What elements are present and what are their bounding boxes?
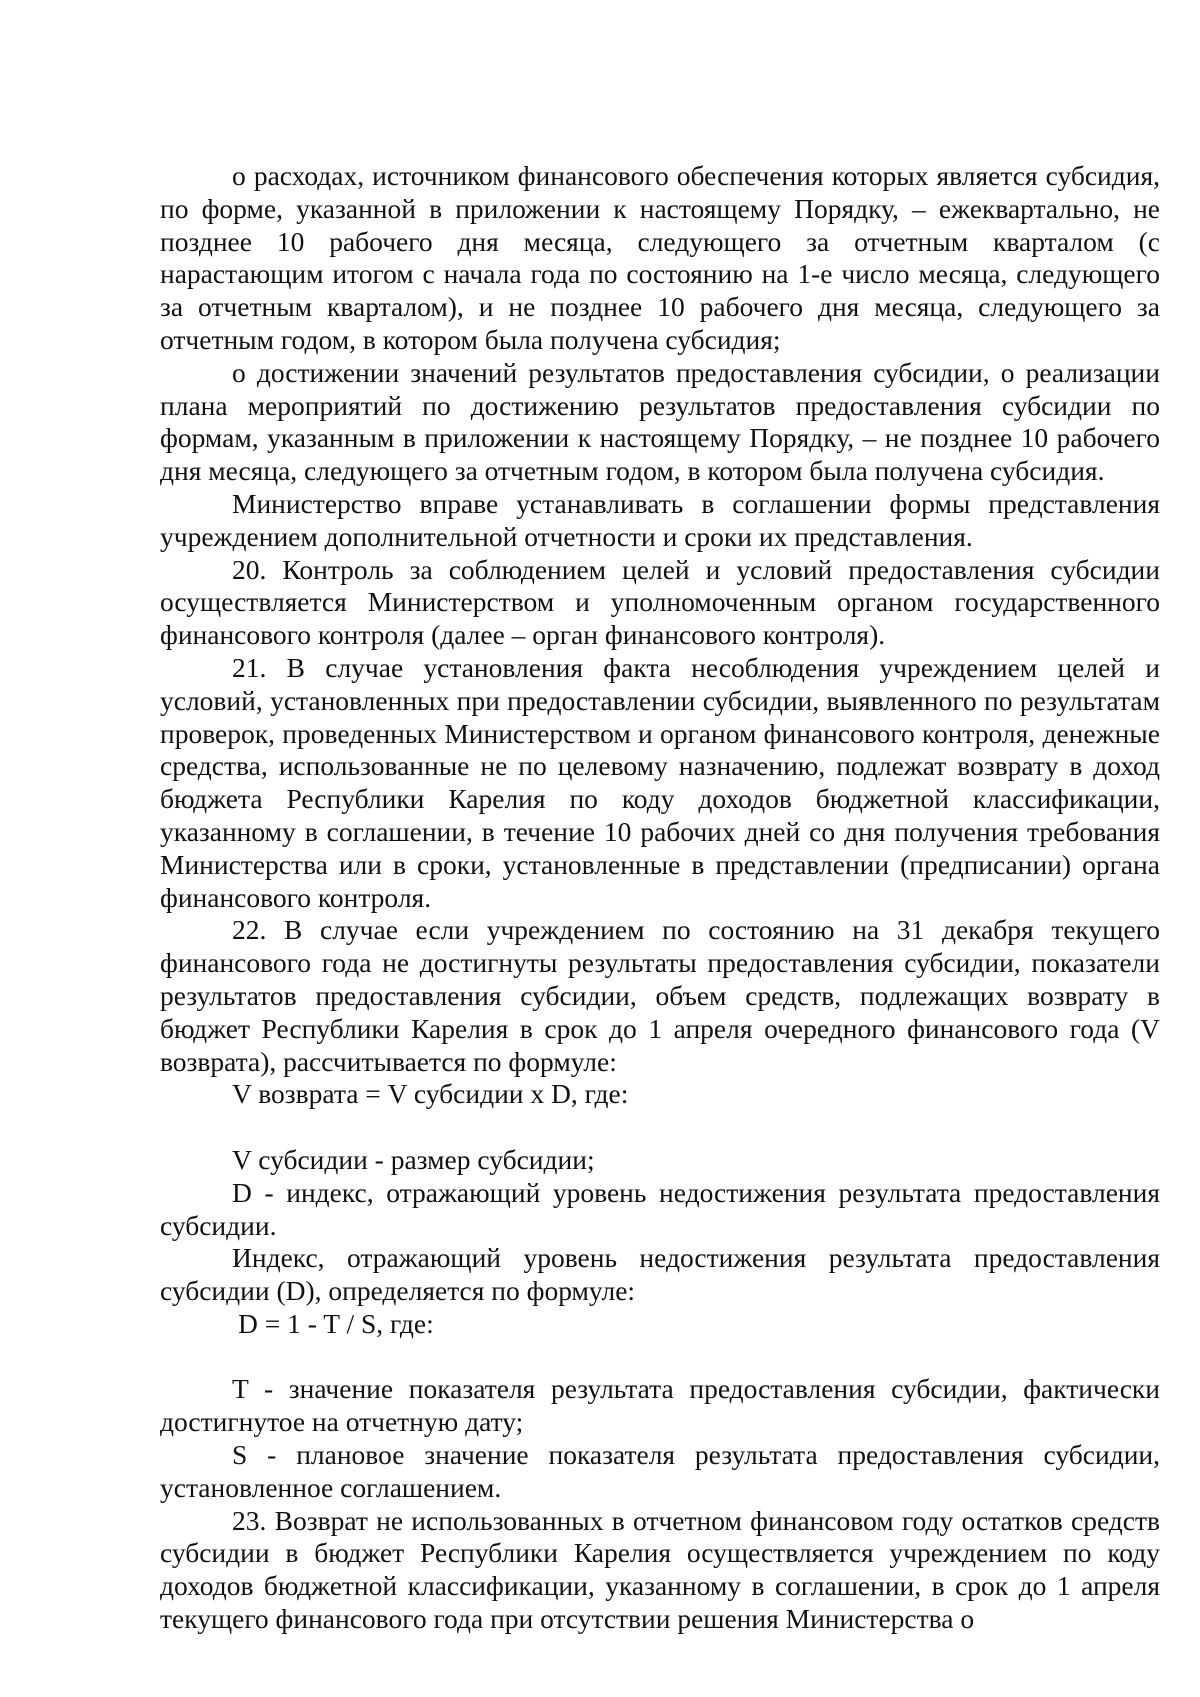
definition-s-value: S - плановое значение показателя результата предоставления субсидии, установленное соглашением. bbox=[160, 1439, 1160, 1503]
paragraph-23-unused-funds: 23. Возврат не использованных в отчетном финансовом году остатков средств субсидии в бюджет Республики Карелия осуществляется учреждением по коду доходов бюджетной классификации, указанному в соглашении, в срок до 1 апреля текущего финансового года при отсутствии решения Министерства о bbox=[160, 1504, 1160, 1635]
paragraph-22-results: 22. В случае если учреждением по состоянию на 31 декабря текущего финансового года не достигнуты результаты предоставления субсидии, показатели результатов предоставления субсидии, объем средств, подлежащих возврату в бюджет Республики Карелия в срок до 1 апреля очередного финансового года (V возврата), рассчитывается по формуле: bbox=[160, 914, 1160, 1077]
formula-d-index: D = 1 - T / S, где: bbox=[238, 1307, 434, 1339]
blank-line bbox=[160, 1111, 1160, 1144]
definition-d-index: D - индекс, отражающий уровень недостижения результата предоставления субсидии. bbox=[160, 1176, 1160, 1241]
blank-line bbox=[160, 1341, 1160, 1374]
paragraph-additional-reporting: Министерство вправе устанавливать в соглашении формы представления учреждением дополнительной отчетности и сроки их представления. bbox=[160, 487, 1160, 552]
paragraph-expense-report: о расходах, источником финансового обеспечения которых является субсидия, по форме, указанной в приложении к настоящему Порядку, – ежеквартально, не позднее 10 рабочего дня месяца, следующего за отчетным кварталом (с нарастающим итогом с начала года по состоянию на 1-е число месяца, следующего за отчетным кварталом), и не позднее 10 рабочего дня месяца, следующего за отчетным годом, в котором была получена субсидия; bbox=[160, 160, 1160, 355]
formula-v-refund: V возврата = V субсидии x D, где: bbox=[232, 1078, 629, 1110]
definition-v-subsidy: V субсидии - размер субсидии; bbox=[232, 1143, 595, 1175]
paragraph-results-report: о достижении значений результатов предоставления субсидии, о реализации плана мероприятий по достижению результатов предоставления субсидии по формам, указанным в приложении к настоящему Порядку, – не позднее 10 рабочего дня месяца, следующего за отчетным годом, в котором была получена субсидия. bbox=[160, 356, 1160, 487]
document-body bbox=[160, 160, 1160, 1636]
paragraph-20-control: 20. Контроль за соблюдением целей и условий предоставления субсидии осуществляется Министерством и уполномоченным органом государственного финансового контроля (далее – орган финансового контроля). bbox=[160, 553, 1160, 651]
paragraph-21-refund: 21. В случае установления факта несоблюдения учреждением целей и условий, установленных при предоставлении субсидии, выявленного по результатам проверок, проведенных Министерством и органом финансового контроля, денежные средства, использованные не по целевому назначению, подлежат возврату в доход бюджета Республики Карелия по коду доходов бюджетной классификации, указанному в соглашении, в течение 10 рабочих дней со дня получения требования Министерства или в сроки, установленные в представлении (предписании) органа финансового контроля. bbox=[160, 651, 1160, 913]
definition-t-value: T - значение показателя результата предоставления субсидии, фактически достигнутое на отчетную дату; bbox=[160, 1373, 1160, 1438]
paragraph-d-index-formula: Индекс, отражающий уровень недостижения результата предоставления субсидии (D), определяется по формуле: bbox=[160, 1242, 1160, 1307]
